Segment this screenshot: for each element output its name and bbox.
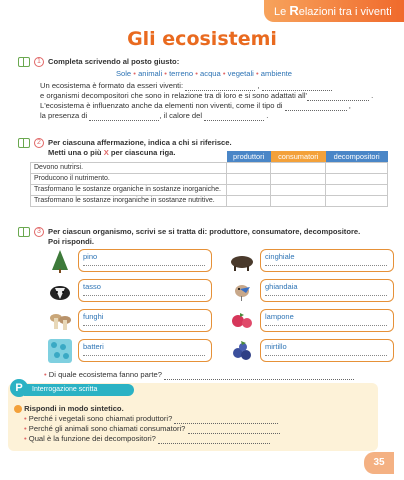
check-cell[interactable] bbox=[271, 162, 326, 173]
check-cell[interactable] bbox=[326, 162, 388, 173]
organism-label: ghiandaia bbox=[265, 282, 298, 291]
row-label: Trasformano le sostanze organiche in sostanze inorganiche. bbox=[31, 184, 227, 195]
ecosystem-question: • Di quale ecosistema fanno parte? bbox=[44, 370, 390, 380]
check-cell[interactable] bbox=[326, 173, 388, 184]
check-cell[interactable] bbox=[227, 173, 271, 184]
quiz-badge: P bbox=[10, 379, 28, 397]
quiz-ribbon: Interrogazione scritta bbox=[24, 384, 134, 396]
blueberry-icon bbox=[230, 339, 254, 363]
quiz-instruction: Rispondi in modo sintetico. bbox=[24, 404, 124, 413]
boar-icon bbox=[230, 249, 254, 273]
answer-box[interactable] bbox=[78, 339, 212, 362]
quiz-question: Perché i vegetali sono chiamati produttori? bbox=[28, 414, 173, 423]
answer-box[interactable] bbox=[78, 279, 212, 302]
bullet-icon bbox=[14, 405, 22, 413]
answer-blank[interactable] bbox=[158, 436, 270, 444]
organism-label: batteri bbox=[83, 342, 104, 351]
jay-bird-icon bbox=[230, 279, 254, 303]
section-header bbox=[264, 0, 404, 22]
exercise-instruction: Per ciascun organismo, scrivi se si tratta di: produttore, consumatore, decompositore. bbox=[48, 227, 361, 236]
column-header: decompositori bbox=[326, 151, 388, 162]
word-item: Sole bbox=[115, 69, 132, 78]
column-header: produttori bbox=[227, 151, 271, 162]
book-icon bbox=[18, 138, 30, 148]
quiz-question: Qual è la funzione dei decompositori? bbox=[28, 434, 156, 443]
fill-text: la presenza di bbox=[40, 111, 88, 120]
badger-icon bbox=[48, 279, 72, 303]
question-text: Di quale ecosistema fanno parte? bbox=[48, 370, 162, 379]
raspberry-icon bbox=[230, 309, 254, 333]
word-item: animali bbox=[138, 69, 163, 78]
pine-tree-icon bbox=[48, 249, 72, 273]
table-row bbox=[31, 162, 388, 173]
book-icon bbox=[18, 57, 30, 67]
answer-blank[interactable] bbox=[307, 93, 369, 101]
exercise-1: 1 Completa scrivendo al posto giusto: Sole • animali • terreno • acqua • vegetali • ambiente Un ecosistema è formato da esseri viventi: , e organismi decompositori che sono in relazione tra di loro e si sono adattati all' . L'ecosistema è influenzato anche da elementi non viventi, come il tipo di , la presenza di , il calore del . bbox=[18, 57, 390, 121]
row-label: Trasformano le sostanze inorganiche in sostanze nutritive. bbox=[31, 195, 227, 206]
table-row bbox=[31, 195, 388, 206]
word-bank: Sole • animali • terreno • acqua • vegetali • ambiente bbox=[115, 69, 293, 78]
quiz-content: Rispondi in modo sintetico. • Perché i vegetali sono chiamati produttori? • Perché gli animali sono chiamati consumatori? • Qual è la funzione dei decompositori? bbox=[14, 404, 390, 444]
fill-text: e organismi decompositori che sono in relazione tra di loro e si sono adattati all' bbox=[40, 91, 307, 100]
organism-label: cinghiale bbox=[265, 252, 295, 261]
exercise-instruction: Metti una o più bbox=[48, 148, 102, 157]
organism-label: funghi bbox=[83, 312, 104, 321]
answer-blank[interactable] bbox=[188, 426, 280, 434]
exercise-number: 2 bbox=[34, 138, 44, 148]
organism-label: pino bbox=[83, 252, 98, 261]
word-item: acqua bbox=[200, 69, 221, 78]
answer-box[interactable] bbox=[78, 249, 212, 272]
exercise-instruction: Completa scrivendo al posto giusto: bbox=[48, 57, 180, 66]
exercise-3 bbox=[18, 227, 390, 247]
check-cell[interactable] bbox=[227, 184, 271, 195]
answer-blank[interactable] bbox=[89, 113, 159, 121]
section-word-rest: elazioni tra i viventi bbox=[298, 6, 392, 18]
table-row bbox=[31, 173, 388, 184]
column-header: consumatori bbox=[271, 151, 326, 162]
fill-text: Un ecosistema è formato da esseri viventi: bbox=[40, 81, 184, 90]
word-item: ambiente bbox=[260, 69, 293, 78]
word-item: vegetali bbox=[227, 69, 254, 78]
check-cell[interactable] bbox=[227, 195, 271, 206]
check-cell[interactable] bbox=[326, 184, 388, 195]
section-cap-letter: R bbox=[289, 3, 299, 18]
answer-blank[interactable] bbox=[262, 83, 332, 91]
mushroom-icon bbox=[48, 309, 72, 333]
page-title: Gli ecosistemi bbox=[127, 28, 277, 50]
answer-box[interactable] bbox=[260, 309, 394, 332]
quiz-question: Perché gli animali sono chiamati consumatori? bbox=[28, 424, 186, 433]
row-label: Producono il nutrimento. bbox=[31, 173, 227, 184]
exercise-instruction: per ciascuna riga. bbox=[110, 148, 176, 157]
row-label: Devono nutrirsi. bbox=[31, 162, 227, 173]
answer-box[interactable] bbox=[78, 309, 212, 332]
x-mark: X bbox=[103, 148, 109, 157]
check-cell[interactable] bbox=[271, 184, 326, 195]
fill-text: , il calore del bbox=[159, 111, 203, 120]
book-icon bbox=[18, 227, 30, 237]
bacteria-icon bbox=[48, 339, 72, 363]
answer-blank[interactable] bbox=[204, 113, 264, 121]
fill-text: L'ecosistema è influenzato anche da elementi non viventi, come il tipo di bbox=[40, 101, 283, 110]
section-word-le: Le bbox=[274, 6, 287, 18]
check-cell[interactable] bbox=[227, 162, 271, 173]
check-cell[interactable] bbox=[271, 195, 326, 206]
check-cell[interactable] bbox=[326, 195, 388, 206]
exercise-instruction: Poi rispondi. bbox=[48, 237, 94, 246]
organism-label: mirtillo bbox=[265, 342, 287, 351]
page-number: 35 bbox=[364, 452, 394, 474]
answer-blank[interactable] bbox=[185, 83, 255, 91]
answer-blank[interactable] bbox=[285, 103, 347, 111]
organism-label: lampone bbox=[265, 312, 294, 321]
check-cell[interactable] bbox=[271, 173, 326, 184]
answer-blank[interactable] bbox=[174, 416, 278, 424]
answer-box[interactable] bbox=[260, 249, 394, 272]
exercise-number: 3 bbox=[34, 227, 44, 237]
organism-label: tasso bbox=[83, 282, 101, 291]
word-item: terreno bbox=[169, 69, 194, 78]
exercise-instruction: Per ciascuna affermazione, indica a chi si riferisce. bbox=[48, 138, 232, 147]
answer-box[interactable] bbox=[260, 339, 394, 362]
exercise-number: 1 bbox=[34, 57, 44, 67]
answer-blank[interactable] bbox=[164, 372, 354, 380]
classification-table bbox=[30, 151, 388, 207]
answer-box[interactable] bbox=[260, 279, 394, 302]
table-row bbox=[31, 184, 388, 195]
